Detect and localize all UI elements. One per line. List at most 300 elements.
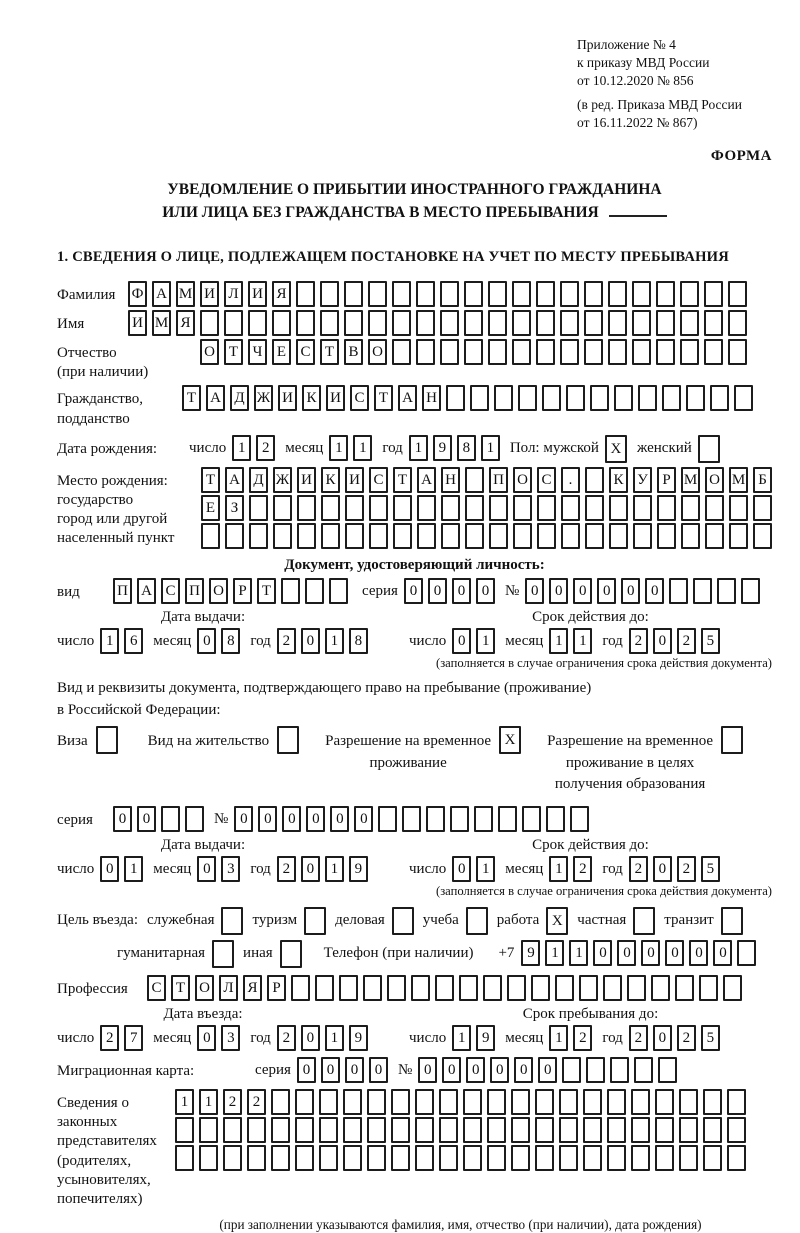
form-cell: 0 bbox=[197, 1025, 216, 1051]
form-cell bbox=[369, 523, 388, 549]
form-cell bbox=[319, 1089, 338, 1115]
form-cell: 8 bbox=[349, 628, 368, 654]
form-cell bbox=[271, 1145, 290, 1171]
entry-month bbox=[197, 1025, 240, 1051]
purpose-row-1 bbox=[57, 907, 772, 935]
form-cell: С bbox=[537, 467, 556, 493]
form-cell bbox=[440, 310, 459, 336]
form-cell: 0 bbox=[466, 1057, 485, 1083]
doc-kind-label: вид bbox=[57, 583, 80, 600]
form-cell: 5 bbox=[701, 856, 720, 882]
form-cell bbox=[368, 281, 387, 307]
form-cell bbox=[391, 1089, 410, 1115]
form-cell bbox=[655, 1117, 674, 1143]
form-cell bbox=[439, 1145, 458, 1171]
document-title bbox=[57, 179, 772, 224]
form-cell: Я bbox=[176, 310, 195, 336]
form-cell: 0 bbox=[428, 578, 447, 604]
option-residence-permit bbox=[148, 726, 299, 754]
form-cell: 2 bbox=[629, 1025, 648, 1051]
form-cell bbox=[277, 726, 299, 754]
form-cell bbox=[512, 339, 531, 365]
form-cell: М bbox=[681, 467, 700, 493]
form-cell: . bbox=[561, 467, 580, 493]
form-cell: 0 bbox=[100, 856, 119, 882]
form-cell bbox=[494, 385, 513, 411]
form-cell bbox=[631, 1117, 650, 1143]
surname-row bbox=[57, 281, 772, 307]
purpose-transit-checkbox bbox=[721, 907, 743, 935]
form-cell bbox=[584, 310, 603, 336]
form-cell bbox=[705, 495, 724, 521]
form-cell bbox=[416, 339, 435, 365]
form-cell bbox=[450, 806, 469, 832]
form-cell: 0 bbox=[597, 578, 616, 604]
form-cell bbox=[392, 339, 411, 365]
residence-doc-intro: Вид и реквизиты документа, подтверждающего право на пребывание (проживание) в Российской Федерации: bbox=[57, 679, 592, 719]
form-cell bbox=[657, 495, 676, 521]
form-cell: Т bbox=[201, 467, 220, 493]
form-cell: Я bbox=[243, 975, 262, 1001]
form-cell bbox=[728, 339, 747, 365]
rvp-number-cells bbox=[234, 806, 589, 832]
purpose-humanitarian-label: гуманитарная bbox=[117, 945, 206, 961]
form-cell bbox=[680, 310, 699, 336]
form-cell: М bbox=[729, 467, 748, 493]
title-line-2: ИЛИ ЛИЦА БЕЗ ГРАЖДАНСТВА В МЕСТО ПРЕБЫВАНИЯ bbox=[162, 203, 599, 221]
form-cell bbox=[272, 310, 291, 336]
birthplace-row bbox=[57, 467, 772, 551]
form-cell: X bbox=[546, 907, 568, 935]
form-cell: У bbox=[633, 467, 652, 493]
doc-issue-year bbox=[277, 628, 368, 654]
form-cell: 0 bbox=[137, 806, 156, 832]
issue-year-label: год bbox=[250, 632, 271, 649]
form-cell: 0 bbox=[452, 578, 471, 604]
form-cell: 1 bbox=[325, 628, 344, 654]
form-cell bbox=[608, 281, 627, 307]
form-cell bbox=[584, 339, 603, 365]
form-cell: 1 bbox=[124, 856, 143, 882]
form-cell: 9 bbox=[349, 1025, 368, 1051]
identity-doc-header: Документ, удостоверяющий личность: bbox=[284, 556, 545, 573]
form-cell bbox=[487, 1145, 506, 1171]
section-1-title: 1. СВЕДЕНИЯ О ЛИЦЕ, ПОДЛЕЖАЩЕМ ПОСТАНОВКЕ НА УЧЕТ ПО МЕСТУ ПРЕБЫВАНИЯ bbox=[57, 249, 729, 265]
form-cell bbox=[415, 1089, 434, 1115]
form-cell: 2 bbox=[100, 1025, 119, 1051]
form-cell bbox=[507, 975, 526, 1001]
form-cell bbox=[441, 495, 460, 521]
form-cell bbox=[584, 281, 603, 307]
visa-label: Виза bbox=[57, 732, 88, 749]
form-cell bbox=[680, 281, 699, 307]
form-cell bbox=[727, 1089, 746, 1115]
form-cell: И bbox=[128, 310, 147, 336]
form-cell bbox=[535, 1089, 554, 1115]
rvp-valid-day bbox=[452, 856, 495, 882]
profession-row bbox=[57, 975, 772, 1001]
form-cell bbox=[297, 523, 316, 549]
form-cell: Ч bbox=[248, 339, 267, 365]
form-cell bbox=[583, 1117, 602, 1143]
form-cell: 0 bbox=[301, 856, 320, 882]
form-cell bbox=[439, 1089, 458, 1115]
form-cell: А bbox=[417, 467, 436, 493]
birthplace-cells bbox=[201, 467, 772, 551]
representatives-cells-row1 bbox=[175, 1089, 746, 1115]
form-cell: П bbox=[185, 578, 204, 604]
temp-permit-edu-checkbox bbox=[721, 726, 743, 754]
form-cell bbox=[717, 578, 736, 604]
form-cell bbox=[295, 1089, 314, 1115]
birth-month-cells bbox=[329, 435, 372, 461]
form-cell bbox=[555, 975, 574, 1001]
form-cell bbox=[329, 578, 348, 604]
form-cell bbox=[392, 907, 414, 935]
form-cell bbox=[369, 495, 388, 521]
form-cell: 1 bbox=[325, 1025, 344, 1051]
stay-day bbox=[452, 1025, 495, 1051]
valid-year-label: год bbox=[602, 632, 623, 649]
form-cell: 1 bbox=[353, 435, 372, 461]
form-cell bbox=[295, 1145, 314, 1171]
form-cell bbox=[411, 975, 430, 1001]
form-cell bbox=[680, 339, 699, 365]
form-cell: 0 bbox=[617, 940, 636, 966]
form-cell bbox=[586, 1057, 605, 1083]
form-cell bbox=[638, 385, 657, 411]
form-cell: 2 bbox=[573, 856, 592, 882]
form-cell bbox=[531, 975, 550, 1001]
option-temp-permit-edu bbox=[547, 726, 743, 796]
form-cell: Р bbox=[267, 975, 286, 1001]
form-cell bbox=[175, 1117, 194, 1143]
form-cell: А bbox=[152, 281, 171, 307]
rvp-issue-year-label: год bbox=[250, 861, 271, 877]
name-label: Имя bbox=[57, 316, 85, 332]
form-cell bbox=[489, 495, 508, 521]
form-cell bbox=[487, 1117, 506, 1143]
form-cell bbox=[343, 1145, 362, 1171]
form-cell: 0 bbox=[689, 940, 708, 966]
form-cell bbox=[175, 1145, 194, 1171]
form-cell bbox=[470, 385, 489, 411]
form-cell: 1 bbox=[573, 628, 592, 654]
temp-permit-edu-label: Разрешение на временное проживание в целях получения образования bbox=[547, 732, 714, 793]
migration-card-row bbox=[57, 1057, 772, 1083]
doc-valid-year bbox=[629, 628, 720, 654]
form-cell bbox=[518, 385, 537, 411]
form-cell: 2 bbox=[277, 856, 296, 882]
form-cell bbox=[464, 281, 483, 307]
form-cell: 2 bbox=[677, 628, 696, 654]
sex-female-checkbox bbox=[698, 435, 720, 463]
form-cell bbox=[669, 578, 688, 604]
form-cell: 0 bbox=[645, 578, 664, 604]
form-cell bbox=[535, 1117, 554, 1143]
section-1-body bbox=[57, 281, 772, 1233]
entry-year bbox=[277, 1025, 368, 1051]
form-cell bbox=[304, 907, 326, 935]
birthdate-label: Дата рождения: bbox=[57, 440, 158, 457]
form-cell: 0 bbox=[234, 806, 253, 832]
form-cell bbox=[498, 806, 517, 832]
form-cell: 1 bbox=[175, 1089, 194, 1115]
purpose-study-label: учеба bbox=[422, 912, 459, 928]
form-cell bbox=[345, 523, 364, 549]
option-visa bbox=[57, 726, 118, 754]
form-cell bbox=[609, 523, 628, 549]
form-cell bbox=[560, 281, 579, 307]
rvp-issue-title: Дата выдачи: bbox=[160, 837, 246, 853]
form-cell: С bbox=[147, 975, 166, 1001]
form-cell: 9 bbox=[521, 940, 540, 966]
form-cell: 5 bbox=[701, 1025, 720, 1051]
doc-valid-day bbox=[452, 628, 495, 654]
entry-dates bbox=[57, 1006, 772, 1051]
form-cell: А bbox=[206, 385, 225, 411]
form-cell bbox=[464, 339, 483, 365]
form-cell bbox=[273, 523, 292, 549]
form-cell bbox=[339, 975, 358, 1001]
rvp-issue-month bbox=[197, 856, 240, 882]
form-cell bbox=[681, 523, 700, 549]
form-cell bbox=[439, 1117, 458, 1143]
form-cell: 6 bbox=[124, 628, 143, 654]
form-cell bbox=[610, 1057, 629, 1083]
form-cell: 0 bbox=[369, 1057, 388, 1083]
patronymic-label: Отчество (при наличии) bbox=[57, 345, 149, 381]
form-cell bbox=[681, 495, 700, 521]
phone-cells bbox=[521, 940, 756, 966]
form-cell bbox=[426, 806, 445, 832]
birthdate-row bbox=[57, 435, 772, 463]
form-cell: 2 bbox=[573, 1025, 592, 1051]
sex-female-label: женский bbox=[636, 439, 692, 456]
form-cell bbox=[247, 1145, 266, 1171]
form-cell: Д bbox=[230, 385, 249, 411]
form-cell: Д bbox=[249, 467, 268, 493]
form-cell bbox=[704, 310, 723, 336]
form-cell: 0 bbox=[418, 1057, 437, 1083]
form-cell bbox=[703, 1145, 722, 1171]
form-cell: 0 bbox=[301, 1025, 320, 1051]
form-cell bbox=[727, 1145, 746, 1171]
form-cell bbox=[291, 975, 310, 1001]
entry-month-label: месяц bbox=[153, 1030, 192, 1046]
form-cell: 0 bbox=[452, 628, 471, 654]
form-cell: 1 bbox=[545, 940, 564, 966]
form-cell: О bbox=[195, 975, 214, 1001]
doc-issue-day bbox=[100, 628, 143, 654]
migcard-number-label: № bbox=[397, 1062, 413, 1078]
migcard-series-cells bbox=[297, 1057, 388, 1083]
form-cell bbox=[465, 523, 484, 549]
form-cell bbox=[537, 523, 556, 549]
form-cell bbox=[513, 523, 532, 549]
form-cell: Т bbox=[393, 467, 412, 493]
form-cell bbox=[585, 495, 604, 521]
form-cell bbox=[546, 806, 565, 832]
sex-label: Пол: мужской bbox=[509, 439, 599, 456]
form-cell: 1 bbox=[476, 856, 495, 882]
form-cell bbox=[387, 975, 406, 1001]
stay-year-label: год bbox=[602, 1030, 623, 1046]
valid-month-label: месяц bbox=[505, 632, 544, 649]
form-cell: З bbox=[225, 495, 244, 521]
forma-label: ФОРМА bbox=[710, 148, 772, 165]
purpose-business-label: деловая bbox=[335, 912, 385, 928]
form-cell bbox=[487, 1089, 506, 1115]
form-cell bbox=[271, 1117, 290, 1143]
form-cell bbox=[488, 310, 507, 336]
form-cell: С bbox=[350, 385, 369, 411]
form-cell bbox=[656, 339, 675, 365]
form-cell: 0 bbox=[452, 856, 471, 882]
entry-year-label: год bbox=[250, 1030, 271, 1046]
doc-number-cells bbox=[525, 578, 760, 604]
purpose-other-checkbox bbox=[280, 940, 302, 968]
form-cell: 8 bbox=[221, 628, 240, 654]
residence-doc-options bbox=[57, 726, 772, 796]
doc-valid-note: (заполняется в случае ограничения срока действия документа) bbox=[436, 655, 772, 670]
form-cell: 0 bbox=[354, 806, 373, 832]
form-cell bbox=[536, 281, 555, 307]
form-cell bbox=[609, 495, 628, 521]
form-cell bbox=[212, 940, 234, 968]
form-cell: 2 bbox=[247, 1089, 266, 1115]
form-cell bbox=[559, 1117, 578, 1143]
form-cell: 0 bbox=[573, 578, 592, 604]
doc-kind-cells bbox=[113, 578, 348, 604]
purpose-business-checkbox bbox=[392, 907, 414, 935]
form-cell: 0 bbox=[282, 806, 301, 832]
form-cell bbox=[415, 1117, 434, 1143]
form-cell bbox=[737, 940, 756, 966]
form-cell: 9 bbox=[476, 1025, 495, 1051]
representatives-cells bbox=[175, 1089, 746, 1233]
residence-permit-label: Вид на жительство bbox=[147, 732, 270, 749]
form-cell bbox=[319, 1117, 338, 1143]
form-cell bbox=[686, 385, 705, 411]
stay-month bbox=[549, 1025, 592, 1051]
form-cell bbox=[464, 310, 483, 336]
form-cell bbox=[96, 726, 118, 754]
form-cell: 0 bbox=[514, 1057, 533, 1083]
residence-doc-dates bbox=[57, 837, 772, 899]
form-cell: К bbox=[321, 467, 340, 493]
form-cell bbox=[632, 281, 651, 307]
form-cell bbox=[537, 495, 556, 521]
doc-valid-month bbox=[549, 628, 592, 654]
form-cell: 1 bbox=[549, 856, 568, 882]
birth-month-label: месяц bbox=[285, 439, 324, 456]
temp-permit-checkbox bbox=[499, 726, 521, 754]
form-cell bbox=[417, 523, 436, 549]
form-cell bbox=[463, 1117, 482, 1143]
form-cell bbox=[566, 385, 585, 411]
form-cell: 1 bbox=[199, 1089, 218, 1115]
amendment-line: (в ред. Приказа МВД России bbox=[577, 97, 742, 113]
form-cell bbox=[415, 1145, 434, 1171]
form-cell bbox=[562, 1057, 581, 1083]
form-cell bbox=[560, 339, 579, 365]
birth-day-cells bbox=[232, 435, 275, 461]
form-cell: 2 bbox=[256, 435, 275, 461]
sex-male-checkbox bbox=[605, 435, 627, 463]
form-cell bbox=[633, 523, 652, 549]
form-cell: 0 bbox=[476, 578, 495, 604]
stay-year bbox=[629, 1025, 720, 1051]
form-cell bbox=[579, 975, 598, 1001]
form-cell bbox=[199, 1145, 218, 1171]
form-cell bbox=[367, 1089, 386, 1115]
purpose-row-2 bbox=[57, 940, 772, 968]
form-cell: 1 bbox=[569, 940, 588, 966]
rvp-issue-day-label: число bbox=[57, 861, 95, 877]
form-cell bbox=[603, 975, 622, 1001]
form-cell: X bbox=[499, 726, 521, 754]
form-cell: Н bbox=[422, 385, 441, 411]
form-cell: 0 bbox=[538, 1057, 557, 1083]
form-cell: 0 bbox=[321, 1057, 340, 1083]
purpose-other-label: иная bbox=[243, 945, 273, 961]
rvp-valid-year-label: год bbox=[602, 861, 623, 877]
rvp-number-label: № bbox=[214, 811, 229, 827]
form-cell: Я bbox=[272, 281, 291, 307]
form-cell bbox=[560, 310, 579, 336]
form-cell bbox=[634, 1057, 653, 1083]
amendment-line: от 16.11.2022 № 867) bbox=[577, 115, 698, 131]
title-underline bbox=[609, 203, 667, 217]
form-cell bbox=[662, 385, 681, 411]
rvp-series-label: серия bbox=[57, 812, 93, 828]
form-cell bbox=[446, 385, 465, 411]
form-cell bbox=[679, 1145, 698, 1171]
migration-card-label: Миграционная карта: bbox=[57, 1063, 195, 1079]
form-cell bbox=[378, 806, 397, 832]
form-cell bbox=[417, 495, 436, 521]
form-cell bbox=[343, 1117, 362, 1143]
form-cell: М bbox=[152, 310, 171, 336]
form-cell bbox=[656, 310, 675, 336]
form-cell bbox=[441, 523, 460, 549]
form-cell bbox=[321, 523, 340, 549]
doc-issue-month bbox=[197, 628, 240, 654]
form-cell bbox=[705, 523, 724, 549]
purpose-private-label: частная bbox=[577, 912, 627, 928]
rvp-valid-month bbox=[549, 856, 592, 882]
form-cell: 0 bbox=[113, 806, 132, 832]
phone-label: Телефон (при наличии) bbox=[323, 945, 474, 961]
form-cell: 0 bbox=[306, 806, 325, 832]
form-cell bbox=[344, 310, 363, 336]
representatives-note: (при заполнении указываются фамилия, имя, отчество (при наличии), дата рождения) bbox=[219, 1217, 702, 1232]
form-cell bbox=[296, 281, 315, 307]
form-cell: О bbox=[705, 467, 724, 493]
form-cell bbox=[249, 523, 268, 549]
form-cell: П bbox=[113, 578, 132, 604]
form-cell bbox=[343, 1089, 362, 1115]
form-cell bbox=[651, 975, 670, 1001]
form-cell bbox=[363, 975, 382, 1001]
form-cell bbox=[721, 907, 743, 935]
profession-cells bbox=[147, 975, 742, 1001]
form-cell bbox=[201, 523, 220, 549]
form-cell bbox=[753, 495, 772, 521]
stay-day-label: число bbox=[409, 1030, 447, 1046]
form-cell bbox=[522, 806, 541, 832]
